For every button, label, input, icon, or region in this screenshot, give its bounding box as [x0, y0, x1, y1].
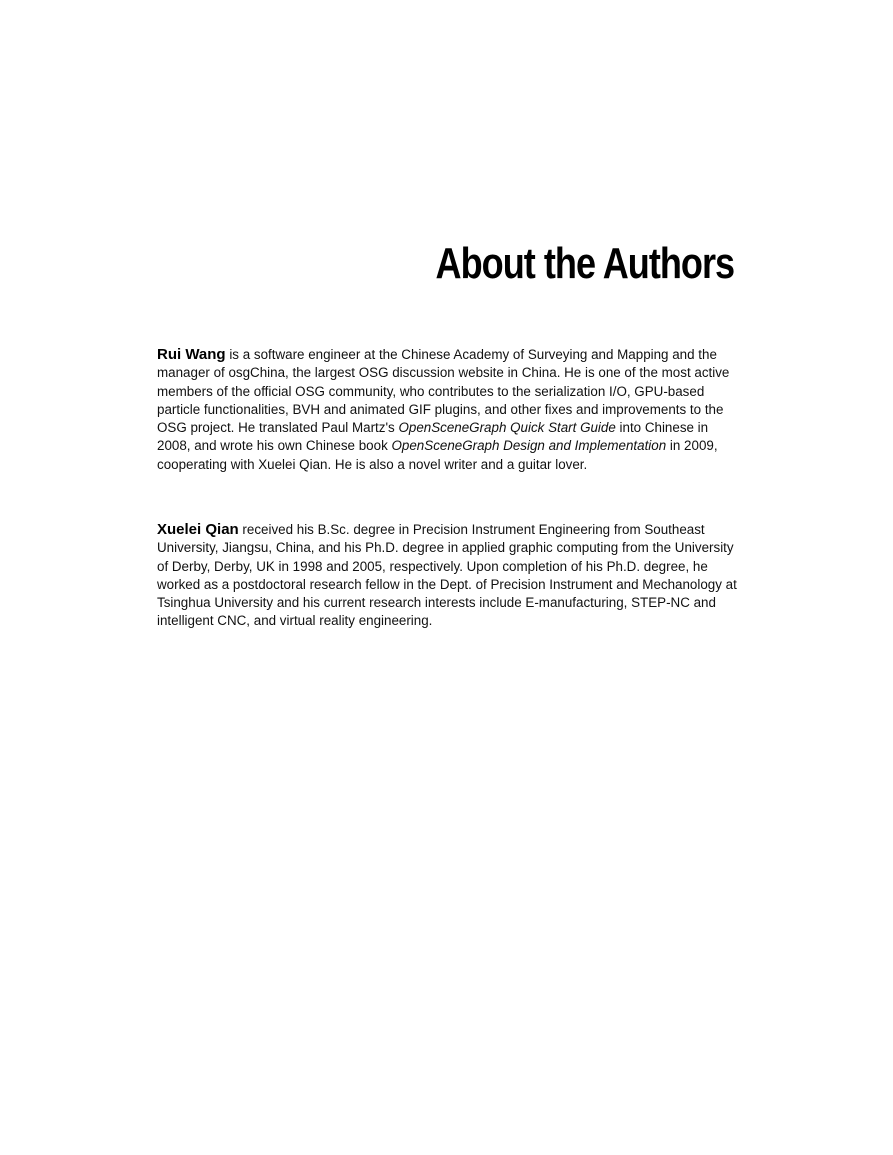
author-bio-xuelei-qian	[157, 521, 737, 631]
author-name: Xuelei Qian	[157, 521, 239, 538]
bio-text: into Chinese in 2008, and wrote his own Chinese book	[157, 420, 709, 454]
bio-text: is a software engineer at the Chinese Academy of Surveying and Mapping and the manager of osgChina, the largest OSG discussion website in China. He is one of the most active members of the official OSG community, who contributes to the serialization I/O, GPU-based particle functionalities, BVH and animated GIF plugins, and other fixes and improvements to the OSG project. He translated Paul Martz's	[157, 347, 730, 436]
book-title: OpenSceneGraph Design and Implementation	[391, 438, 667, 454]
bio-text: in 2009, cooperating with Xuelei Qian. He is also a novel writer and a guitar lover.	[157, 438, 718, 472]
book-title: OpenSceneGraph Quick Start Guide	[398, 420, 616, 436]
page-heading: About the Authors	[435, 239, 734, 288]
author-name: Rui Wang	[157, 346, 226, 363]
bio-text: received his B.Sc. degree in Precision Instrument Engineering from Southeast University, Jiangsu, China, and his Ph.D. degree in applied graphic computing from the University of Derby, Derby, UK in 1998 and 2005, respectively. Upon completion of his Ph.D. degree, he worked as a postdoctoral research fellow in the Dept. of Precision Instrument and Mechanology at Tsinghua University and his current research interests include E-manufacturing, STEP-NC and intelligent CNC, and virtual reality engineering.	[157, 522, 737, 629]
author-bio-rui-wang	[157, 346, 737, 474]
